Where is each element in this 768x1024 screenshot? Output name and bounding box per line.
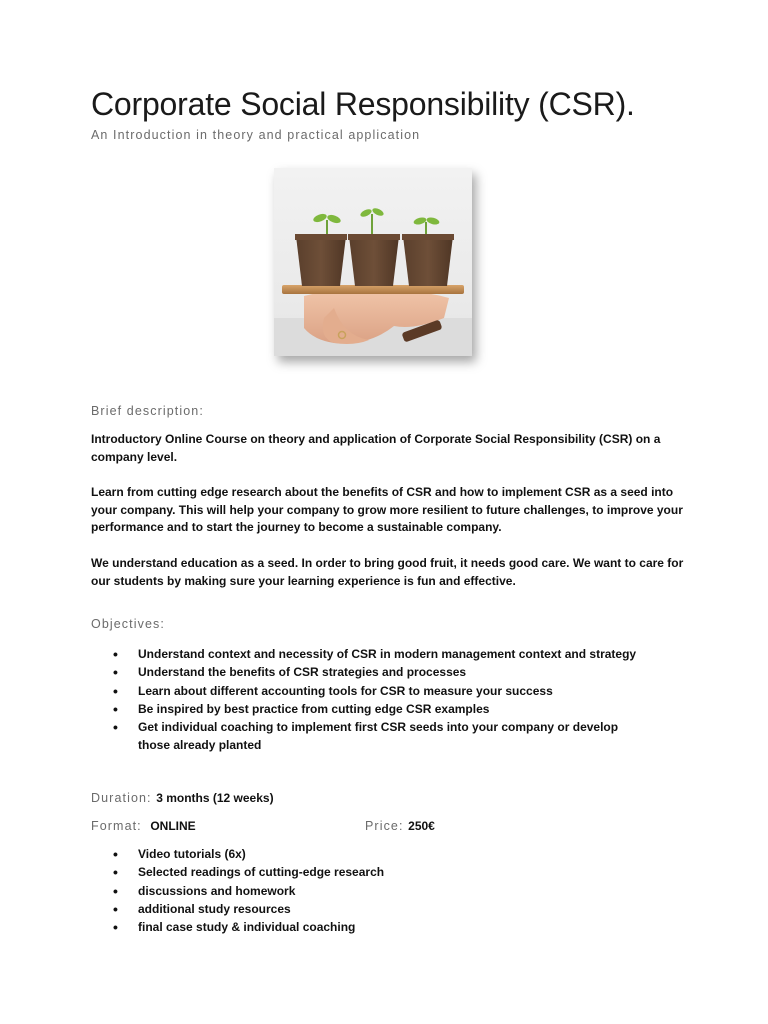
seedling-pots-photo	[274, 168, 472, 356]
includes-list	[91, 845, 691, 936]
price-label: Price:	[365, 819, 404, 833]
list-item: • Be inspired by best practice from cutting edge CSR examples	[91, 700, 691, 718]
format-value: ONLINE	[150, 819, 196, 833]
price-row	[365, 819, 435, 833]
list-item: • Video tutorials (6x)	[91, 845, 691, 863]
list-item: • Understand the benefits of CSR strategies and processes	[91, 663, 691, 681]
list-item: • discussions and homework	[91, 882, 691, 900]
brief-paragraph-3: We understand education as a seed. In order to bring good fruit, it needs good care. We want to care for our students by making sure your learning experience is fun and effective.	[91, 556, 684, 588]
duration-row	[91, 791, 274, 805]
list-item: • Learn about different accounting tools for CSR to measure your success	[91, 682, 691, 700]
format-row	[91, 819, 196, 833]
duration-value: 3 months (12 weeks)	[156, 791, 274, 805]
list-item: • additional study resources	[91, 900, 691, 918]
duration-label: Duration:	[91, 791, 152, 805]
list-item: • Selected readings of cutting-edge research	[91, 863, 691, 881]
objectives-heading: Objectives:	[91, 617, 165, 631]
page-subtitle: An Introduction in theory and practical application	[91, 128, 421, 142]
format-label: Format:	[91, 819, 142, 833]
list-item: • final case study & individual coaching	[91, 918, 691, 936]
price-value: 250€	[408, 819, 435, 833]
list-item: • Get individual coaching to implement first CSR seeds into your company or develop those already planted	[91, 718, 691, 755]
list-item: • Understand context and necessity of CSR in modern management context and strategy	[91, 645, 691, 663]
brief-paragraph-1: Introductory Online Course on theory and application of Corporate Social Responsibility (CSR) on a company level.	[91, 432, 661, 464]
brief-paragraph-2: Learn from cutting edge research about the benefits of CSR and how to implement CSR as a seed into your company. This will help your company to grow more resilient to future challenges, to improve your performance and to start the journey to become a sustainable company.	[91, 485, 683, 534]
objectives-list	[91, 645, 691, 755]
page-title: Corporate Social Responsibility (CSR).	[91, 86, 635, 122]
brief-description-heading: Brief description:	[91, 404, 204, 418]
